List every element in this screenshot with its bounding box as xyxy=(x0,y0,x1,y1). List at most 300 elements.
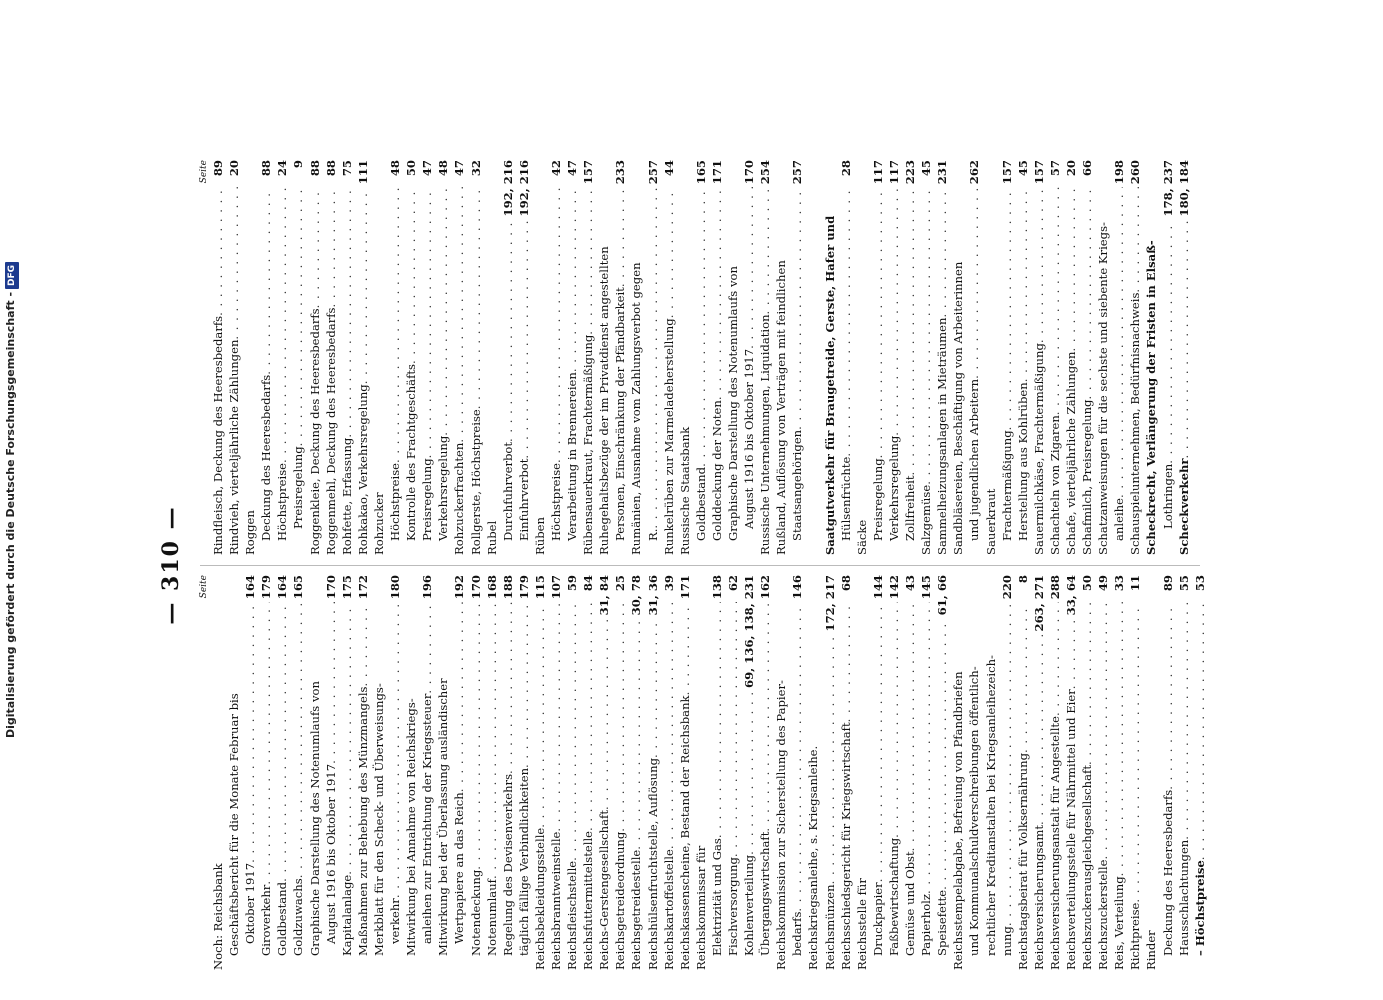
leader-dots xyxy=(902,602,918,851)
index-entry xyxy=(661,575,677,970)
index-entry-term: Roggen xyxy=(243,510,258,555)
index-entry xyxy=(1143,575,1159,970)
leader-dots xyxy=(870,187,886,458)
index-entry-term: Durchfuhrverbot xyxy=(500,441,515,541)
index-entry-page: 61, 66 xyxy=(935,575,950,616)
index-entry xyxy=(725,160,741,555)
index-entry xyxy=(258,575,274,970)
index-entry-term: August 1916 bis Oktober 1917 xyxy=(742,348,757,529)
index-entry-page: 170 xyxy=(468,575,483,600)
leader-dots xyxy=(323,187,339,308)
leader-dots xyxy=(902,187,918,475)
index-entry-term: Reichskriegsanleihe, s. Kriegsanleihe. xyxy=(806,745,821,970)
leader-dots xyxy=(693,602,709,846)
leader-dots xyxy=(1143,602,1159,930)
leader-dots xyxy=(789,602,805,911)
index-entry-page: 9 xyxy=(291,160,306,169)
index-entry xyxy=(1176,575,1192,970)
index-entry-term: Rumänien, Ausnahme vom Zahlungsverbot gegen xyxy=(629,262,644,555)
index-entry xyxy=(645,160,661,555)
leader-dots xyxy=(500,219,516,441)
index-entry xyxy=(371,575,387,970)
index-entry xyxy=(307,160,323,555)
index-entry-term: Wertpapiere an das Reich xyxy=(452,792,467,944)
index-entry-page: 144 xyxy=(870,575,885,600)
leader-dots xyxy=(548,187,564,463)
index-entry xyxy=(1031,575,1047,970)
index-entry-term: R. xyxy=(645,528,660,541)
index-entry xyxy=(532,575,548,970)
index-entry-term: Schafmilch, Preisregelung xyxy=(1080,399,1095,555)
index-entry-term: Gemüse und Obst xyxy=(903,851,918,956)
index-entry-page xyxy=(226,575,242,602)
index-entry-page: 175 xyxy=(339,575,354,600)
index-entry-term: Sammelheizungsanlagen in Mieträumen xyxy=(935,317,950,555)
leader-dots xyxy=(789,187,805,430)
index-entry xyxy=(371,160,387,555)
index-entry-page: 257 xyxy=(645,160,660,185)
index-entry xyxy=(773,575,789,970)
index-entry-page: 157 xyxy=(999,160,1014,185)
index-entry xyxy=(516,160,532,555)
index-entry xyxy=(870,575,886,970)
leader-dots xyxy=(435,187,451,436)
index-entry xyxy=(886,575,902,970)
leader-dots xyxy=(226,187,242,340)
leader-dots xyxy=(1176,219,1192,458)
index-entry-term: Reichsversicherungsanstalt für Angestellte xyxy=(1047,716,1062,970)
index-entry-page: 44 xyxy=(661,160,676,177)
index-entry xyxy=(355,160,371,555)
leader-dots xyxy=(1127,602,1143,903)
leader-dots xyxy=(1063,187,1079,352)
index-entry-term: Druckpapier xyxy=(870,882,885,956)
index-entry-term: Mitwirkung bei Annahme von Reichskriegs- xyxy=(404,698,419,956)
leader-dots xyxy=(355,602,371,686)
index-entry-page: 198 xyxy=(1112,160,1127,185)
index-entry-term: Merkblatt für den Scheck- und Überweisungs- xyxy=(371,683,386,956)
index-entry xyxy=(1047,160,1063,555)
index-entry-term: Hausschlachtungen xyxy=(1176,839,1191,956)
index-entry xyxy=(1015,160,1031,555)
index-entry xyxy=(484,160,500,555)
index-entry-term: Rohzucker xyxy=(371,492,386,555)
index-entry-term: Reichszuckerausgleichgesellschaft xyxy=(1080,765,1095,970)
index-entry xyxy=(323,575,339,970)
index-entry-page xyxy=(983,575,999,602)
index-entry-page: 43 xyxy=(903,575,918,592)
index-entry xyxy=(789,575,805,970)
index-entry-term: Einfuhrverbot xyxy=(516,458,531,541)
index-entry-term: Papierholz xyxy=(919,894,934,956)
index-entry-page: 89 xyxy=(1160,575,1175,592)
index-entry xyxy=(596,575,612,970)
leader-dots xyxy=(725,602,741,857)
index-entry-term: Fischversorgung xyxy=(726,857,740,956)
index-entry xyxy=(580,575,596,970)
index-entry-page: 31, 36 xyxy=(645,575,660,616)
index-entry-page xyxy=(242,160,258,187)
index-entry-term: Kontrolle des Frachtgeschäfts xyxy=(404,364,419,541)
index-entry-page: 288 xyxy=(1047,575,1062,600)
leader-dots xyxy=(1031,187,1047,343)
index-entry xyxy=(242,575,258,970)
index-entry-term: Elektrizität und Gas xyxy=(709,838,724,956)
leader-dots xyxy=(1015,187,1031,382)
index-entry-page: 260 xyxy=(1128,160,1143,185)
index-entry-page: 223 xyxy=(903,160,918,185)
leader-dots xyxy=(596,187,612,246)
index-entry-page: 188 xyxy=(500,575,515,600)
index-entry xyxy=(1095,575,1111,970)
index-entry-term: Reichsfleischstelle xyxy=(565,860,580,970)
index-entry xyxy=(1079,575,1095,970)
leader-dots xyxy=(403,187,419,364)
index-entry-term: Verarbeitung in Brennereien xyxy=(565,372,580,541)
index-column-right xyxy=(198,160,1192,555)
index-entry-term: nung xyxy=(999,926,1014,956)
index-entry-term: Roggenkleie, Deckung des Heeresbedarfs xyxy=(307,308,322,555)
index-entry xyxy=(1095,160,1111,555)
index-entry-term: Rübensauerkraut, Frachtermäßigung xyxy=(581,334,596,555)
index-entry-term: Notenumlauf xyxy=(484,879,499,956)
index-entry xyxy=(468,160,484,555)
index-entry-page: 117 xyxy=(886,160,901,185)
leader-dots xyxy=(838,602,854,722)
leader-dots xyxy=(983,602,999,655)
index-entry xyxy=(757,575,773,970)
index-entry-page xyxy=(532,160,548,187)
index-entry-page: 53 xyxy=(1192,575,1207,592)
index-entry-term: Reichsversicherungsamt xyxy=(1031,824,1046,970)
index-entry-term: Reichskommission zur Sicherstellung des Papier- xyxy=(774,680,789,970)
index-entry-term: täglich fällige Verbindlichkeiten xyxy=(516,767,531,956)
leader-dots xyxy=(854,602,870,878)
index-entry xyxy=(934,160,950,555)
index-entry-page: 146 xyxy=(790,575,805,600)
index-entry-page: 57 xyxy=(1047,160,1062,177)
leader-dots xyxy=(1160,219,1176,463)
index-entry xyxy=(612,575,628,970)
leader-dots xyxy=(628,187,644,262)
index-entry-page: 45 xyxy=(919,160,934,177)
index-entry-term: Säcke xyxy=(854,519,869,555)
index-entry xyxy=(210,575,226,970)
leader-dots xyxy=(1079,602,1095,765)
leader-dots xyxy=(451,602,467,792)
leader-dots xyxy=(1063,618,1079,689)
index-entry-term: Reichsmünzen xyxy=(822,884,837,970)
index-entry xyxy=(1063,160,1079,555)
index-entry-term: Personen, Einschränkung der Pfändbarkeit xyxy=(613,287,628,541)
leader-dots xyxy=(805,602,821,746)
digitization-footer xyxy=(2,0,20,1000)
index-entry xyxy=(596,160,612,555)
index-entry-page: 50 xyxy=(1080,575,1095,592)
index-entry-page: 142 xyxy=(886,575,901,600)
leader-dots xyxy=(854,187,870,520)
index-entry-page: 39 xyxy=(661,575,676,592)
leader-dots xyxy=(1079,187,1095,400)
index-entry-page: 145 xyxy=(919,575,934,600)
leader-dots xyxy=(596,618,612,810)
index-entry-page xyxy=(773,575,789,602)
index-entry-page: 157 xyxy=(1031,160,1046,185)
index-entry xyxy=(757,160,773,555)
index-entry xyxy=(484,575,500,970)
index-entry xyxy=(403,160,419,555)
index-entry-term: Oktober 1917 xyxy=(243,862,258,944)
index-entry-page xyxy=(725,160,741,187)
index-entry-page: 192, 216 xyxy=(516,160,531,217)
index-entry-page xyxy=(805,160,821,187)
index-column-left xyxy=(198,575,1208,970)
index-entry-page xyxy=(950,575,966,602)
index-entry xyxy=(725,575,741,970)
index-entry-term: Reichskassenscheine, Bestand der Reichsbank xyxy=(677,695,692,970)
leader-dots xyxy=(934,187,950,317)
leader-dots xyxy=(484,187,500,521)
index-entry xyxy=(500,160,516,555)
index-entry xyxy=(451,160,467,555)
leader-dots xyxy=(661,602,677,849)
index-entry-term: Roggenmehl, Deckung des Heeresbedarfs xyxy=(323,307,338,555)
index-entry-page: 25 xyxy=(613,575,628,592)
index-entry xyxy=(339,575,355,970)
index-entry-page xyxy=(403,575,419,602)
leader-dots xyxy=(805,187,821,555)
leader-dots xyxy=(355,187,371,384)
index-entry-page: 172 xyxy=(355,575,370,600)
index-entry-page: 162 xyxy=(758,575,773,600)
index-entry xyxy=(773,160,789,555)
leader-dots xyxy=(709,602,725,838)
index-entry-term: Russische Staatsbank xyxy=(677,426,692,555)
index-entry xyxy=(741,575,757,970)
index-entry-term: Herstellung aus Kohlrüben xyxy=(1015,382,1030,541)
index-entry xyxy=(290,575,306,970)
index-entry-page: 55 xyxy=(1176,575,1191,592)
leader-dots xyxy=(451,187,467,443)
index-entry-term: Mitwirkung bei der Überlassung ausländischer xyxy=(436,678,451,956)
index-entry-page xyxy=(307,575,323,602)
index-entry-page: 192, 216 xyxy=(500,160,515,217)
index-entry-page: 24 xyxy=(275,160,290,177)
index-entry-term: Rindfleisch, Deckung des Heeresbedarfs xyxy=(211,315,225,555)
index-entry-term: August 1916 bis Oktober 1917 xyxy=(323,763,338,944)
leader-dots xyxy=(468,602,484,870)
leader-dots xyxy=(741,691,757,855)
index-entry xyxy=(403,575,419,970)
index-entry xyxy=(950,575,966,970)
index-entry-term: Salzgemüse xyxy=(919,484,934,555)
index-entry-page xyxy=(371,160,387,187)
index-entry-page: 171 xyxy=(677,575,692,600)
leader-dots xyxy=(741,187,757,349)
index-entry-term: Höchstpreise xyxy=(388,462,403,541)
index-entry-term: Notendeckung xyxy=(468,869,483,956)
index-entry-page: 179 xyxy=(259,575,274,600)
leader-dots xyxy=(950,602,966,671)
leader-dots xyxy=(403,602,419,698)
index-entry xyxy=(999,160,1015,555)
index-entry xyxy=(805,575,821,970)
index-entry xyxy=(1111,575,1127,970)
leader-dots xyxy=(290,602,306,878)
index-entry-term: Faßbewirtschaftung xyxy=(886,837,901,956)
leader-dots xyxy=(387,187,403,463)
index-entry xyxy=(677,160,693,555)
index-entry xyxy=(918,160,934,555)
index-entry-page: 178, 237 xyxy=(1160,160,1175,217)
leader-dots xyxy=(242,187,258,510)
leader-dots xyxy=(210,187,226,316)
index-entry xyxy=(822,160,838,555)
index-entry-term: Höchstpreise xyxy=(275,462,290,541)
index-entry-term: Richtpreise xyxy=(1128,902,1143,970)
leader-dots xyxy=(484,602,500,879)
index-entry-term: Reichsgetreideordnung xyxy=(613,831,628,970)
index-entry-page: 42 xyxy=(548,160,563,177)
index-entry-page: 8 xyxy=(1015,575,1030,584)
index-entry xyxy=(548,160,564,555)
index-entry xyxy=(1127,575,1143,970)
index-entry-page: 88 xyxy=(323,160,338,177)
index-entry xyxy=(435,160,451,555)
index-entry-term: Reichsgetreidestelle xyxy=(629,849,644,970)
index-entry-page xyxy=(1095,160,1111,187)
index-entry-term: Rußland, Auflösung von Verträgen mit feindlichen xyxy=(774,260,789,555)
leader-dots xyxy=(822,634,838,884)
leader-dots xyxy=(242,602,258,863)
index-entry xyxy=(419,575,435,970)
index-entry xyxy=(468,575,484,970)
leader-dots xyxy=(1111,602,1127,876)
leader-dots xyxy=(1031,634,1047,824)
index-entry xyxy=(693,160,709,555)
leader-dots xyxy=(307,602,323,681)
index-entry-page xyxy=(596,160,612,187)
index-entry-term: Reis, Verteilung xyxy=(1112,876,1127,970)
leader-dots xyxy=(709,187,725,400)
index-entry-term: Höchstpreise xyxy=(548,462,563,541)
index-entry-term: Runkelrüben zur Marmeladeherstellung xyxy=(661,318,676,555)
index-entry xyxy=(983,160,999,555)
index-entry-page xyxy=(435,575,451,602)
leader-dots xyxy=(1127,187,1143,292)
leader-dots xyxy=(564,187,580,372)
index-entry xyxy=(902,160,918,555)
index-entry xyxy=(564,160,580,555)
leader-dots xyxy=(339,187,355,438)
index-entry-page: 47 xyxy=(452,160,467,177)
index-entry-term: Rohkakao, Verkehrsregelung xyxy=(355,384,370,555)
leader-dots xyxy=(1047,602,1063,716)
index-entry-page: 47 xyxy=(565,160,580,177)
index-entry-page: 117 xyxy=(870,160,885,185)
leader-dots xyxy=(564,602,580,861)
leader-dots xyxy=(1143,187,1159,240)
leader-dots xyxy=(258,187,274,375)
index-entry xyxy=(966,160,982,555)
index-entry xyxy=(886,160,902,555)
index-entry xyxy=(645,575,661,970)
index-entry xyxy=(1192,575,1208,970)
index-entry-term: Rinder xyxy=(1144,930,1159,970)
leader-dots xyxy=(387,602,403,898)
leader-dots xyxy=(645,187,661,528)
index-entry-page xyxy=(210,575,226,602)
index-entry-page: 31, 84 xyxy=(597,575,612,616)
index-entry-page xyxy=(773,160,789,187)
index-entry xyxy=(628,160,644,555)
index-entry-page: 257 xyxy=(790,160,805,185)
index-entry xyxy=(709,575,725,970)
leader-dots xyxy=(773,187,789,260)
index-entry xyxy=(854,160,870,555)
index-entry-page xyxy=(983,160,999,187)
leader-dots xyxy=(886,187,902,435)
leader-dots xyxy=(532,602,548,828)
index-entry xyxy=(838,160,854,555)
index-entry xyxy=(1143,160,1159,555)
index-entry-page xyxy=(805,575,821,602)
leader-dots xyxy=(661,187,677,318)
leader-dots xyxy=(757,187,773,314)
index-entry-page xyxy=(1143,160,1159,187)
column-divider xyxy=(200,565,1200,566)
index-entry-term: Golddeckung der Noten xyxy=(709,400,724,541)
index-entry-page: 28 xyxy=(838,160,853,177)
index-entry-term: Deckung des Heeresbedarfs xyxy=(1160,789,1175,956)
leader-dots xyxy=(516,602,532,768)
leader-dots xyxy=(999,187,1015,430)
leader-dots xyxy=(210,602,226,863)
index-entry-page: 20 xyxy=(227,160,242,177)
index-entry-term: Hülsenfrüchte xyxy=(838,456,853,541)
index-entry xyxy=(564,575,580,970)
index-entry-page: 107 xyxy=(548,575,563,600)
index-entry-term: Reichsbekleidungsstelle xyxy=(532,827,547,970)
index-entry-term: Verkehrsregelung xyxy=(886,435,901,541)
index-entry xyxy=(918,575,934,970)
index-entry xyxy=(870,160,886,555)
index-entry-page: 84 xyxy=(581,575,596,592)
index-entry-term: Reichskartoffelstelle xyxy=(661,849,676,970)
index-entry xyxy=(1047,575,1063,970)
index-entry-term: Reichs-Gerstengesellschaft xyxy=(597,809,612,970)
index-entry-page: 170 xyxy=(323,575,338,600)
index-entry-page: 179 xyxy=(516,575,531,600)
index-entry-page: 59 xyxy=(565,575,580,592)
index-entry xyxy=(500,575,516,970)
seite-label: Seite xyxy=(199,575,209,599)
index-entry-page: 164 xyxy=(243,575,258,600)
index-entry-term: bedarfs xyxy=(790,911,805,956)
index-entry-term: Reichsverteilungsstelle für Nährmittel und Eier xyxy=(1063,689,1078,970)
leader-dots xyxy=(950,187,966,262)
leader-dots xyxy=(1015,602,1031,753)
index-entry-term: Reichsfuttermittelstelle xyxy=(581,830,596,970)
index-entry-page: 171 xyxy=(709,160,724,185)
leader-dots xyxy=(918,602,934,894)
index-entry-term: Staatsangehörigen xyxy=(790,429,805,541)
index-entry-term: Reichshülsenfruchtstelle, Auflösung xyxy=(645,757,660,970)
leader-dots xyxy=(1111,187,1127,498)
index-entry xyxy=(580,160,596,555)
index-entry-term: Lothringen xyxy=(1160,463,1175,529)
index-entry xyxy=(1160,160,1176,555)
